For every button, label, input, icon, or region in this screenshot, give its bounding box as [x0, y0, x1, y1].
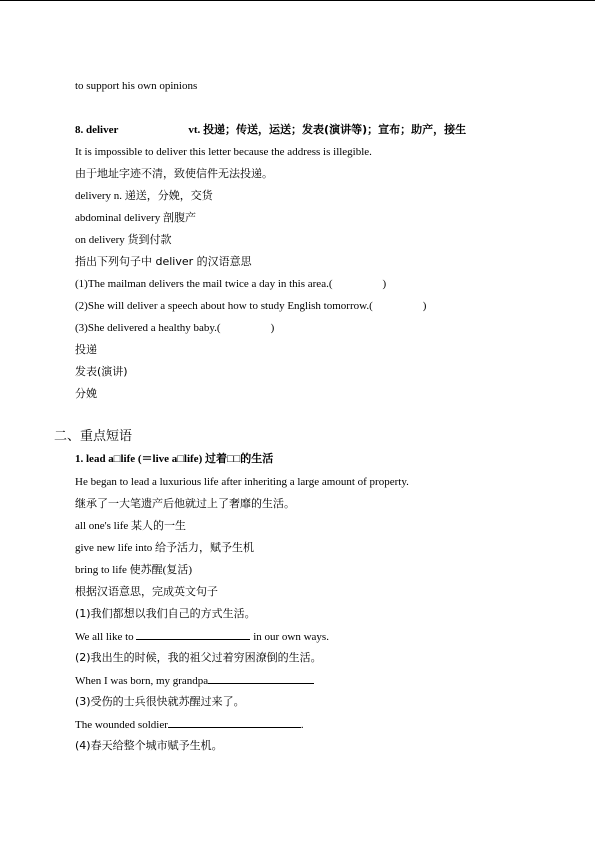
exercise-prompt: (3)受伤的士兵很快就苏醒过来了。 [75, 695, 245, 708]
translation: 继承了一大笔遗产后他就过上了奢靡的生活。 [75, 497, 295, 510]
exercise-sentence: We all like to in our own ways. [75, 631, 329, 643]
exercise-prompt: (4)春天给整个城市赋予生机。 [75, 739, 223, 752]
answer-blank[interactable] [168, 717, 301, 728]
example-sentence: It is impossible to deliver this letter because the address is illegible. [75, 146, 372, 158]
text-line: to support his own opinions [75, 80, 198, 92]
answer: 分娩 [75, 387, 97, 400]
phrase: all one's life 某人的一生 [75, 520, 187, 532]
phrase: bring to life 使苏醒(复活) [75, 564, 193, 576]
section-heading: 二、重点短语 [54, 429, 133, 444]
vocab-heading-deliver [75, 123, 466, 137]
answer-blank[interactable] [208, 673, 314, 684]
exercise-item: (2)She will deliver a speech about how to study English tomorrow.( ) [75, 300, 427, 312]
translation: 由于地址字迹不清，致使信件无法投递。 [75, 167, 273, 180]
answer: 发表(演讲) [75, 365, 128, 378]
vocab-meaning: 投递；传送，运送；发表(演讲等)；宣布；助产，接生 [203, 123, 467, 136]
answer: 投递 [75, 343, 97, 356]
phrase-heading-lead-a-life: 1. lead a□life (＝live a□life) 过着□□的生活 [75, 453, 274, 465]
derived-word: delivery n. 递送，分娩，交货 [75, 190, 213, 202]
example-sentence: He began to lead a luxurious life after inheriting a large amount of property. [75, 476, 409, 488]
phrase: on delivery 货到付款 [75, 234, 172, 246]
exercise-prompt: (2)我出生的时候，我的祖父过着穷困潦倒的生活。 [75, 651, 322, 664]
exercise-sentence: The wounded soldier . [75, 719, 304, 731]
exercise-item: (1)The mailman delivers the mail twice a day in this area.( ) [75, 278, 387, 290]
exercise-item: (3)She delivered a healthy baby.( ) [75, 322, 275, 334]
part-of-speech: vt. [188, 124, 201, 136]
exercise-instruction: 指出下列句子中 deliver 的汉语意思 [75, 255, 252, 268]
exercise-sentence: When I was born, my grandpa [75, 673, 314, 688]
answer-blank[interactable] [136, 629, 250, 640]
vocab-word: 8. deliver [75, 124, 119, 136]
exercise-instruction: 根据汉语意思，完成英文句子 [75, 585, 218, 598]
exercise-prompt: (1)我们都想以我们自己的方式生活。 [75, 607, 256, 620]
phrase: give new life into 给予活力，赋予生机 [75, 542, 255, 554]
top-rule [0, 0, 595, 1]
phrase: abdominal delivery 剖腹产 [75, 212, 196, 224]
